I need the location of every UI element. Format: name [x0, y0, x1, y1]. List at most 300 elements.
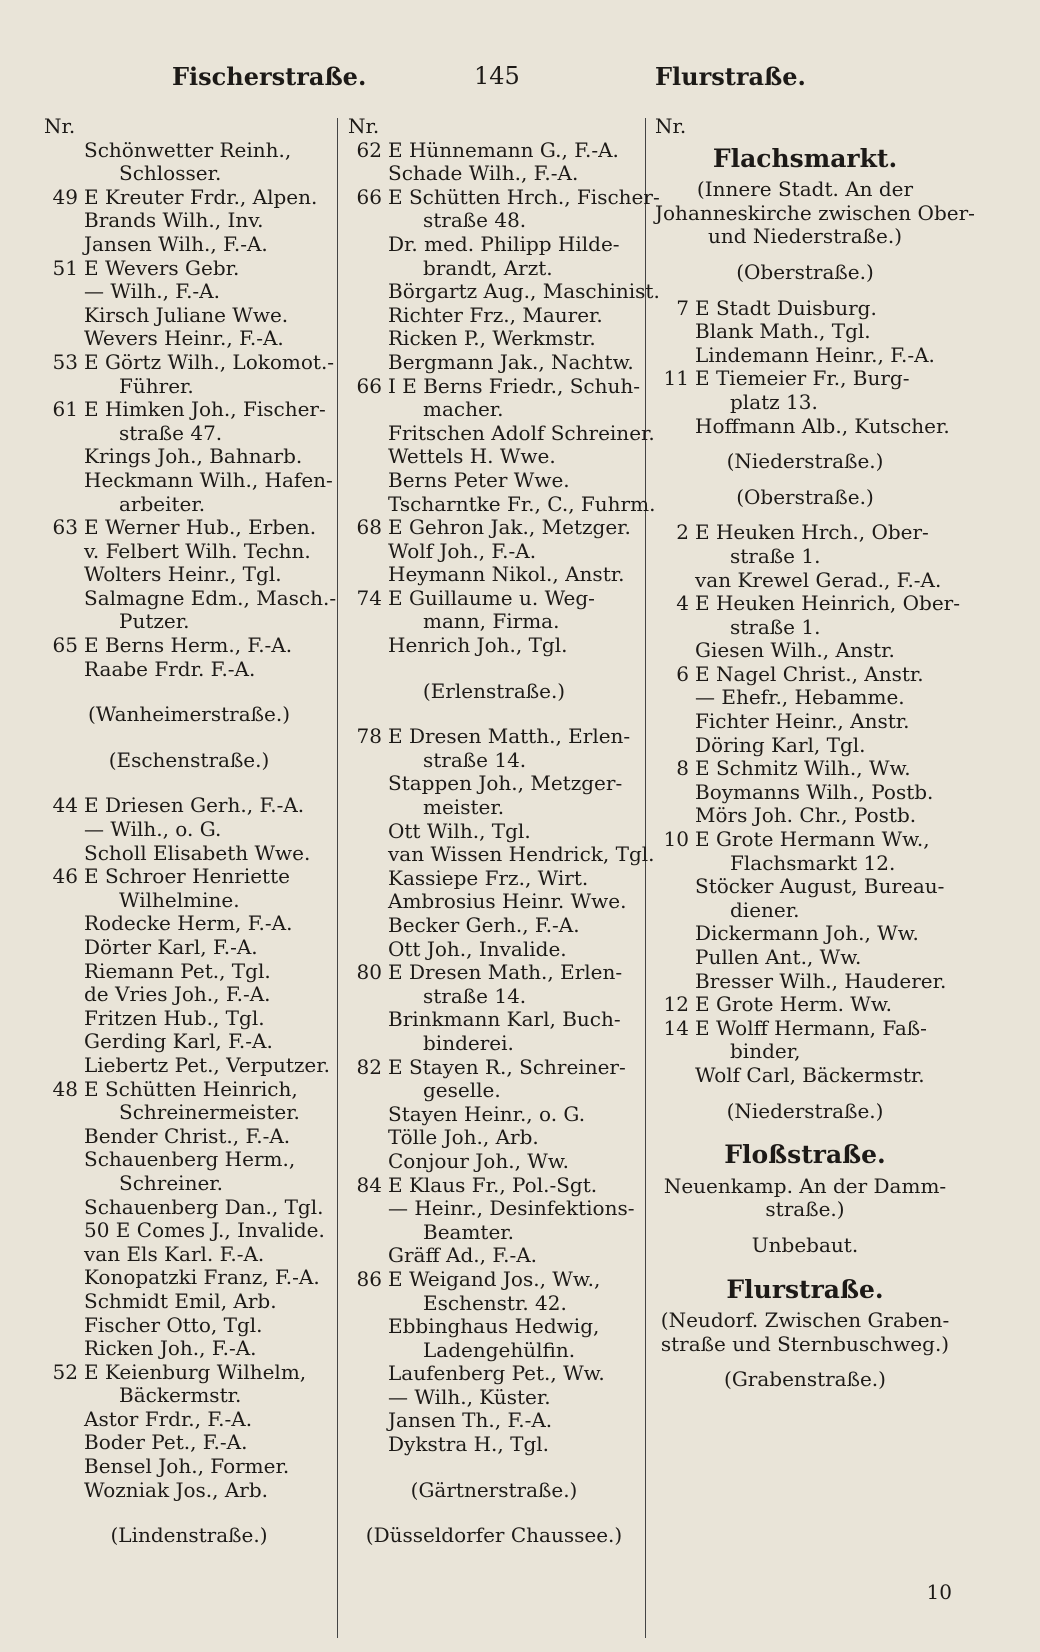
line-text: E Tiemeier Fr., Burg-: [695, 366, 910, 391]
line-text: arbeiter.: [119, 491, 206, 516]
directory-line: [655, 1017, 955, 1041]
line-text: Giesen Wilh., Anstr.: [695, 638, 895, 663]
directory-line: [348, 1524, 640, 1548]
directory-line: [348, 1315, 640, 1339]
directory-line: [655, 1368, 955, 1392]
line-text: Flachsmarkt 12.: [730, 850, 896, 875]
directory-line: [44, 794, 334, 818]
line-text: E Wolff Hermann, Faß-: [695, 1015, 927, 1040]
directory-line: [348, 772, 640, 796]
line-text: Liebertz Pet., Verputzer.: [84, 1052, 330, 1077]
directory-line: [348, 961, 640, 985]
spacer: [348, 658, 640, 680]
line-text: E Schütten Hrch., Fischer-: [388, 184, 660, 209]
directory-line: [655, 663, 955, 687]
line-text: Nr.: [44, 114, 76, 138]
line-text: geselle.: [423, 1078, 501, 1103]
line-text: Stappen Joh., Metzger-: [388, 771, 623, 796]
directory-line: [44, 1219, 334, 1243]
line-text: (Gärtnerstraße.): [410, 1477, 578, 1502]
directory-line: [348, 233, 640, 257]
line-text: van Els Karl. F.-A.: [84, 1241, 265, 1266]
spacer: [348, 1502, 640, 1524]
directory-line: [348, 587, 640, 611]
directory-line: [348, 842, 655, 867]
directory-line: [348, 1386, 640, 1410]
line-text: E Hünnemann G., F.-A.: [388, 137, 619, 162]
line-text: E Guillaume u. Weg-: [388, 585, 595, 610]
page-number: 145: [474, 62, 520, 90]
directory-line: [44, 422, 334, 446]
directory-line: [348, 139, 640, 163]
line-text: Wettels H. Wwe.: [388, 444, 556, 469]
line-text: macher.: [423, 397, 504, 422]
house-number: 66: [356, 184, 382, 209]
directory-line: [655, 1333, 955, 1357]
directory-line: [348, 327, 640, 351]
line-text: Jansen Wilh., F.-A.: [84, 231, 268, 256]
line-text: Ott Wilh., Tgl.: [388, 818, 531, 843]
directory-line: [655, 1040, 955, 1064]
directory-line: [655, 1064, 955, 1088]
line-text: Ricken Joh., F.-A.: [84, 1336, 257, 1361]
line-text: Brands Wilh., Inv.: [84, 208, 264, 233]
column-rule-1: [337, 118, 338, 1638]
line-text: Heymann Nikol., Anstr.: [388, 562, 625, 587]
directory-line: [348, 890, 640, 914]
directory-line: [348, 1079, 640, 1103]
line-text: Pullen Ant., Ww.: [695, 945, 862, 969]
directory-line: [655, 569, 955, 593]
line-text: Bresser Wilh., Hauderer.: [695, 968, 947, 993]
line-text: straße 14.: [423, 983, 527, 1008]
line-text: E Berns Herm., F.-A.: [84, 633, 293, 658]
line-text: E Werner Hub., Erben.: [84, 515, 317, 540]
line-text: Ladengehülfin.: [423, 1337, 576, 1362]
directory-line: [348, 1339, 640, 1363]
house-number: 44: [52, 793, 78, 818]
directory-line: [348, 1197, 640, 1221]
line-text: Salmagne Edm., Masch.-: [84, 585, 337, 610]
line-text: diener.: [730, 897, 800, 922]
house-number: 78: [356, 724, 382, 749]
house-number: 8: [676, 756, 689, 781]
directory-line: [44, 1078, 334, 1102]
directory-line: [348, 420, 655, 446]
directory-line: [44, 610, 334, 634]
directory-line: [44, 1337, 334, 1361]
line-text: Fritschen Adolf Schreiner.: [388, 420, 655, 445]
line-text: Brinkmann Karl, Buch-: [388, 1007, 621, 1032]
directory-line: [655, 993, 955, 1017]
line-text: E Dresen Math., Erlen-: [388, 960, 623, 985]
house-number: 80: [356, 960, 382, 985]
directory-line: [348, 445, 640, 469]
directory-line: [655, 970, 955, 994]
line-text: Jansen Th., F.-A.: [388, 1408, 553, 1433]
directory-line: [348, 796, 640, 820]
line-text: Mörs Joh. Chr., Postb.: [695, 803, 917, 828]
spacer: [44, 727, 334, 749]
line-text: Richter Frz., Maurer.: [388, 302, 603, 327]
directory-line: [44, 257, 334, 281]
line-text: Putzer.: [119, 609, 190, 634]
directory-line: [44, 1455, 334, 1479]
spacer: [44, 1502, 334, 1524]
directory-line: [44, 936, 334, 960]
line-text: Börgartz Aug., Maschinist.: [388, 279, 660, 304]
line-text: mann, Firma.: [423, 609, 560, 634]
directory-line: [44, 960, 334, 984]
directory-line: [44, 1431, 334, 1455]
directory-line: [655, 367, 955, 391]
street-heading: [655, 1140, 955, 1170]
line-text: Raabe Frdr. F.-A.: [84, 656, 256, 681]
directory-line: [348, 610, 640, 634]
line-text: Ott Joh., Invalide.: [388, 936, 567, 961]
directory-line: [44, 1290, 334, 1314]
line-text: Henrich Joh., Tgl.: [388, 633, 568, 658]
directory-line: [348, 115, 640, 139]
column-right: [655, 114, 975, 1392]
line-text: Tscharntke Fr., C., Fuhrm.: [388, 491, 656, 516]
line-text: E Schütten Heinrich,: [84, 1076, 298, 1101]
line-text: Dykstra H., Tgl.: [388, 1432, 550, 1457]
house-number: 14: [663, 1015, 689, 1040]
line-text: Gräff Ad., F.-A.: [388, 1243, 538, 1268]
directory-line: [44, 1172, 334, 1196]
line-text: brandt, Arzt.: [423, 255, 553, 280]
directory-line: [44, 1384, 334, 1408]
line-text: Führer.: [119, 373, 194, 398]
directory-line: [348, 1433, 640, 1457]
line-text: E Wevers Gebr.: [84, 255, 240, 280]
directory-line: [44, 139, 334, 163]
directory-line: [655, 828, 955, 852]
line-text: binder,: [730, 1039, 801, 1064]
directory-line: [348, 1056, 640, 1080]
line-text: Ambrosius Heinr. Wwe.: [388, 889, 627, 914]
line-text: Ebbinghaus Hedwig,: [388, 1314, 600, 1339]
directory-line: [348, 398, 640, 422]
house-number: 68: [356, 515, 382, 540]
directory-line: [44, 842, 334, 866]
line-text: I E Berns Friedr., Schuh-: [388, 373, 641, 398]
directory-line: [655, 391, 955, 415]
directory-line: [44, 1007, 334, 1031]
line-text: Laufenberg Pet., Ww.: [388, 1361, 605, 1386]
line-text: Conjour Joh., Ww.: [388, 1148, 569, 1173]
directory-line: [655, 178, 955, 202]
directory-line: [655, 686, 955, 710]
spacer: [655, 1123, 955, 1135]
line-text: E Heuken Hrch., Ober-: [695, 520, 929, 545]
directory-line: [348, 375, 640, 399]
line-text: Schmidt Emil, Arb.: [84, 1288, 277, 1313]
line-text: van Wissen Hendrick, Tgl.: [388, 842, 655, 867]
line-text: (Eschenstraße.): [108, 747, 270, 772]
house-number: 86: [356, 1266, 382, 1291]
directory-line: [44, 115, 334, 139]
house-number: 46: [52, 864, 78, 889]
directory-line: [44, 1196, 334, 1220]
directory-line: [655, 486, 955, 510]
line-text: E Grote Herm. Ww.: [695, 992, 892, 1017]
house-number: 65: [52, 633, 78, 658]
directory-line: [655, 1198, 955, 1222]
house-number: 63: [52, 515, 78, 540]
line-text: (Niederstraße.): [726, 449, 884, 474]
line-text: Stayen Heinr., o. G.: [388, 1101, 586, 1126]
directory-line: [348, 1150, 640, 1174]
directory-line: [348, 820, 640, 844]
directory-line: [44, 469, 334, 493]
line-text: E Stayen R., Schreiner-: [388, 1054, 626, 1079]
line-text: E Heuken Heinrich, Ober-: [695, 591, 960, 616]
line-text: straße 14.: [423, 747, 527, 772]
directory-line: [655, 710, 955, 734]
directory-line: [655, 899, 955, 923]
line-text: Schreiner.: [119, 1170, 224, 1195]
street-heading: [655, 1274, 955, 1304]
directory-line: [655, 781, 955, 805]
spacer: [44, 772, 334, 794]
line-text: — Ehefr., Hebamme.: [695, 685, 905, 710]
directory-line: [44, 186, 334, 210]
directory-line: [655, 415, 955, 439]
directory-line: [655, 734, 955, 758]
line-text: straße und Sternbuschweg.): [660, 1331, 950, 1356]
line-text: (Neudorf. Zwischen Graben-: [660, 1308, 950, 1333]
line-text: Flachsmarkt.: [712, 143, 898, 173]
directory-line: [44, 233, 334, 257]
house-number: 6: [676, 661, 689, 686]
directory-line: [348, 1008, 640, 1032]
directory-line: [655, 639, 955, 663]
directory-line: [348, 1268, 640, 1292]
house-number: 10: [663, 827, 689, 852]
line-text: (Oberstraße.): [736, 259, 874, 284]
line-text: Döring Karl, Tgl.: [695, 732, 866, 757]
line-text: Konopatzki Franz, F.-A.: [84, 1265, 320, 1290]
column-middle: [348, 114, 660, 1548]
line-text: Stöcker August, Bureau-: [695, 874, 945, 899]
line-text: de Vries Joh., F.-A.: [84, 982, 271, 1007]
line-text: Beamter.: [423, 1219, 515, 1244]
directory-line: [44, 889, 334, 913]
line-text: Schlosser.: [119, 161, 222, 186]
line-text: Schreinermeister.: [119, 1100, 300, 1125]
line-text: Bergmann Jak., Nachtw.: [388, 349, 634, 374]
directory-line: [655, 875, 955, 899]
line-text: Schauenberg Herm.,: [84, 1147, 296, 1172]
line-text: Boymanns Wilh., Postb.: [695, 779, 934, 804]
line-text: Johanneskirche zwischen Ober-: [655, 200, 975, 225]
line-text: E Dresen Matth., Erlen-: [388, 724, 631, 749]
house-number: 62: [356, 137, 382, 162]
directory-line: [348, 516, 640, 540]
directory-line: [348, 1362, 640, 1386]
directory-line: [655, 115, 955, 139]
line-text: E Kreuter Frdr., Alpen.: [84, 184, 318, 209]
line-text: E Schroer Henriette: [84, 864, 290, 889]
directory-line: [44, 280, 334, 304]
directory-line: [348, 184, 660, 210]
line-text: Kirsch Juliane Wwe.: [84, 302, 289, 327]
house-number: 53: [52, 349, 78, 374]
directory-line: [44, 983, 334, 1007]
line-text: straße 1.: [730, 543, 821, 568]
line-text: E Stadt Duisburg.: [695, 295, 877, 320]
line-text: Wozniak Jos., Arb.: [84, 1477, 269, 1502]
directory-line: [655, 804, 955, 828]
line-text: (Grabenstraße.): [724, 1367, 886, 1392]
line-text: Floßstraße.: [724, 1140, 886, 1170]
directory-line: [44, 1408, 334, 1432]
directory-line: [348, 680, 640, 704]
directory-line: [348, 749, 640, 773]
line-text: — Wilh., Küster.: [388, 1384, 551, 1409]
directory-line: [348, 914, 640, 938]
directory-line: [44, 634, 334, 658]
spacer: [655, 1258, 955, 1270]
line-text: Dr. med. Philipp Hilde-: [388, 231, 620, 256]
line-text: Dörter Karl, F.-A.: [84, 935, 258, 959]
directory-line: [44, 351, 334, 375]
line-text: Blank Math., Tgl.: [695, 319, 871, 344]
directory-line: [655, 922, 955, 946]
line-text: E Grote Hermann Ww.,: [695, 827, 930, 852]
directory-line: [348, 257, 640, 281]
directory-line: [348, 1244, 640, 1268]
line-text: Tölle Joh., Arb.: [388, 1125, 539, 1150]
house-number: 12: [663, 992, 689, 1017]
line-text: Schönwetter Reinh.,: [84, 137, 292, 162]
column-rule-2: [645, 118, 646, 1638]
directory-line: [348, 540, 640, 564]
directory-line: [44, 375, 334, 399]
line-text: — Wilh., F.-A.: [84, 279, 220, 304]
line-text: Wolf Joh., F.-A.: [388, 538, 537, 563]
house-number: 52: [52, 1359, 78, 1384]
line-text: Schade Wilh., F.-A.: [388, 161, 579, 186]
directory-line: [655, 946, 955, 970]
line-text: Unbebaut.: [751, 1232, 859, 1257]
directory-line: [348, 351, 640, 375]
line-text: straße.): [765, 1197, 845, 1222]
line-text: (Innere Stadt. An der: [696, 177, 914, 202]
directory-line: [44, 585, 337, 611]
line-text: straße 48.: [423, 208, 527, 233]
line-text: Fischer Otto, Tgl.: [84, 1312, 263, 1337]
running-head-right: Flurstraße.: [655, 62, 806, 91]
line-text: Kassiepe Frz., Wirt.: [388, 865, 589, 890]
directory-line: [44, 1101, 334, 1125]
directory-line: [44, 1361, 334, 1385]
house-number: 74: [356, 585, 382, 610]
directory-line: [44, 540, 334, 564]
line-text: platz 13.: [730, 389, 818, 414]
column-left: [44, 114, 337, 1548]
directory-line: [348, 985, 640, 1009]
line-text: Riemann Pet., Tgl.: [84, 958, 271, 983]
house-number: 4: [676, 591, 689, 616]
spacer: [348, 1457, 640, 1479]
house-number: 84: [356, 1172, 382, 1197]
line-text: Flurstraße.: [726, 1274, 884, 1304]
line-text: E Klaus Fr., Pol.-Sgt.: [388, 1172, 598, 1197]
line-text: Wevers Heinr., F.-A.: [84, 326, 284, 351]
directory-line: [44, 1266, 334, 1290]
line-text: Fichter Heinr., Anstr.: [695, 709, 910, 734]
line-text: Krings Joh., Bahnarb.: [84, 444, 303, 469]
line-text: (Erlenstraße.): [422, 678, 566, 703]
directory-line: [44, 1125, 334, 1149]
directory-line: [348, 634, 640, 658]
directory-line: [655, 1309, 955, 1333]
directory-line: [44, 1314, 334, 1338]
line-text: Neuenkamp. An der Damm-: [663, 1173, 947, 1198]
line-text: Hoffmann Alb., Kutscher.: [695, 413, 950, 438]
line-text: binderei.: [423, 1030, 514, 1055]
line-text: Bensel Joh., Former.: [84, 1454, 290, 1479]
line-text: v. Felbert Wilh. Techn.: [84, 538, 311, 563]
line-text: Schauenberg Dan., Tgl.: [84, 1194, 324, 1219]
directory-line: [655, 591, 960, 616]
directory-line: [348, 162, 640, 186]
line-text: Bäckermstr.: [119, 1383, 242, 1408]
spacer: [44, 681, 334, 703]
directory-line: [348, 938, 640, 962]
line-text: E Gehron Jak., Metzger.: [388, 515, 631, 540]
line-text: Rodecke Herm, F.-A.: [84, 911, 293, 936]
line-text: E Schmitz Wilh., Ww.: [695, 756, 911, 781]
directory-line: [348, 1292, 640, 1316]
directory-line: [655, 852, 955, 876]
house-number: 48: [52, 1076, 78, 1101]
directory-line: [44, 1524, 334, 1548]
line-text: Fritzen Hub., Tgl.: [84, 1005, 265, 1030]
directory-line: [348, 469, 640, 493]
house-number: 66: [356, 373, 382, 398]
directory-line: [348, 1126, 640, 1150]
directory-line: [44, 1148, 334, 1172]
directory-line: [655, 1100, 955, 1124]
directory-line: [44, 658, 334, 682]
line-text: (Düsseldorfer Chaussee.): [365, 1523, 623, 1548]
directory-line: [348, 1032, 640, 1056]
line-text: meister.: [423, 795, 505, 820]
line-text: Wolters Heinr., Tgl.: [84, 562, 282, 587]
directory-line: [44, 445, 334, 469]
directory-line: [655, 450, 955, 474]
directory-line: [44, 1054, 334, 1078]
directory-line: [44, 398, 334, 422]
house-number: 7: [676, 295, 689, 320]
line-text: Lindemann Heinr., F.-A.: [695, 342, 935, 367]
directory-line: [44, 327, 334, 351]
line-text: Eschenstr. 42.: [423, 1290, 567, 1315]
line-text: Gerding Karl, F.-A.: [84, 1029, 273, 1054]
directory-line: [44, 912, 334, 936]
directory-line: [44, 493, 334, 517]
directory-line: [348, 563, 640, 587]
spacer: [348, 703, 640, 725]
line-text: Boder Pet., F.-A.: [84, 1430, 248, 1455]
line-text: 50 E Comes J., Invalide.: [84, 1218, 325, 1243]
directory-line: [655, 297, 955, 321]
line-text: Nr.: [655, 114, 687, 138]
